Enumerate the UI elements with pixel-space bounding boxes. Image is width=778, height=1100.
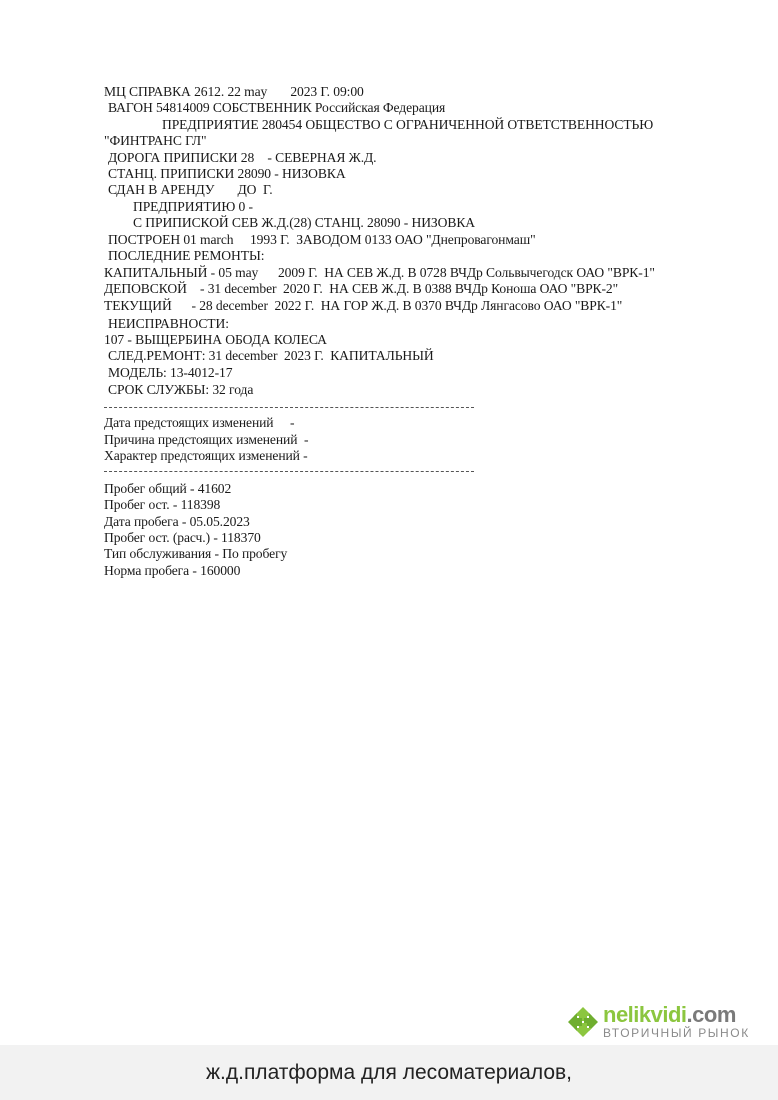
brand-tagline: ВТОРИЧНЫЙ РЫНОК [603, 1026, 750, 1040]
doc-line: С ПРИПИСКОЙ СЕВ Ж.Д.(28) СТАНЦ. 28090 - НИЗОВКА [133, 215, 476, 230]
listing-caption: ж.д.платформа для лесоматериалов, [205, 1061, 573, 1084]
doc-line: Пробег ост. - 118398 [104, 497, 221, 512]
doc-line: МОДЕЛЬ: 13-4012-17 [108, 365, 233, 380]
doc-line: СТАНЦ. ПРИПИСКИ 28090 - НИЗОВКА [108, 166, 346, 181]
dashed-divider [104, 407, 474, 408]
doc-line: СРОК СЛУЖБЫ: 32 года [108, 382, 254, 397]
doc-line: ПОСЛЕДНИЕ РЕМОНТЫ: [108, 248, 265, 263]
doc-line: 107 - ВЫЩЕРБИНА ОБОДА КОЛЕСА [104, 332, 327, 347]
doc-line: Причина предстоящих изменений - [104, 432, 309, 447]
doc-line: ВАГОН 54814009 СОБСТВЕННИК Российская Федерация [108, 100, 446, 115]
brand-name: nelikvidi.com [603, 1002, 736, 1027]
doc-line: СЛЕД.РЕМОНТ: 31 december 2023 Г. КАПИТАЛЬНЫЙ [108, 348, 434, 363]
recycle-arrows-icon [565, 1004, 601, 1040]
caption-bar [0, 1045, 778, 1100]
doc-line: Дата пробега - 05.05.2023 [104, 514, 250, 529]
doc-line: МЦ СПРАВКА 2612. 22 may 2023 Г. 09:00 [104, 84, 364, 99]
doc-line: Характер предстоящих изменений - [104, 448, 308, 463]
doc-line: Пробег общий - 41602 [104, 481, 232, 496]
doc-line: ПРЕДПРИЯТИЮ 0 - [133, 199, 253, 214]
doc-line: СДАН В АРЕНДУ ДО Г. [108, 182, 273, 197]
doc-line: ПОСТРОЕН 01 march 1993 Г. ЗАВОДОМ 0133 ОАО "Днепровагонмаш" [108, 232, 536, 247]
doc-line: Тип обслуживания - По пробегу [104, 546, 288, 561]
doc-line: НЕИСПРАВНОСТИ: [108, 316, 229, 331]
doc-line: ДОРОГА ПРИПИСКИ 28 - СЕВЕРНАЯ Ж.Д. [108, 150, 377, 165]
doc-line: ДЕПОВСКОЙ - 31 december 2020 Г. НА СЕВ Ж.Д. В 0388 ВЧДр Коноша ОАО "ВРК-2" [104, 281, 619, 296]
doc-line: "ФИНТРАНС ГЛ" [104, 133, 207, 148]
dashed-divider [104, 471, 474, 472]
doc-line: ПРЕДПРИЯТИЕ 280454 ОБЩЕСТВО С ОГРАНИЧЕННОЙ ОТВЕТСТВЕННОСТЬЮ [162, 117, 654, 132]
doc-line: Пробег ост. (расч.) - 118370 [104, 530, 261, 545]
doc-line: Норма пробега - 160000 [104, 563, 241, 578]
nelikvidi-watermark[interactable] [565, 1002, 765, 1042]
doc-line: ТЕКУЩИЙ - 28 december 2022 Г. НА ГОР Ж.Д. В 0370 ВЧДр Лянгасово ОАО "ВРК-1" [104, 298, 623, 313]
doc-line: КАПИТАЛЬНЫЙ - 05 may 2009 Г. НА СЕВ Ж.Д. В 0728 ВЧДр Сольвычегодск ОАО "ВРК-1" [104, 265, 655, 280]
doc-line: Дата предстоящих изменений - [104, 415, 295, 430]
